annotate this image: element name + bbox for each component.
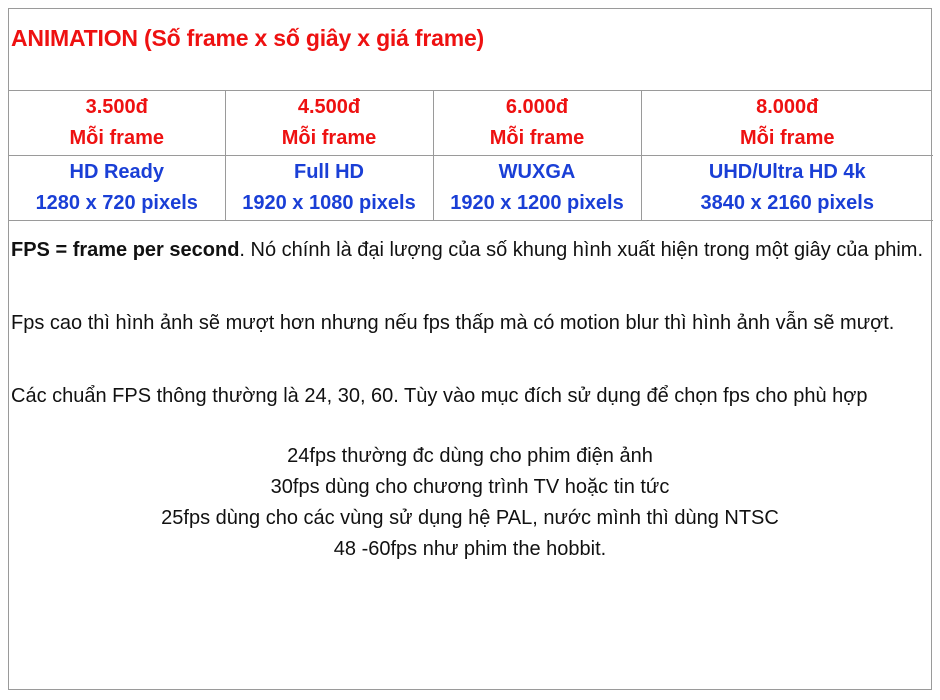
resolution-row (9, 156, 933, 221)
animation-pricing-sheet (8, 8, 932, 690)
fps-usage-item: 25fps dùng cho các vùng sử dụng hệ PAL, nước mình thì dùng NTSC (161, 507, 779, 529)
resolution-pixels: 3840 x 2160 pixels (700, 192, 874, 214)
price-cell-full-hd (225, 91, 433, 156)
price-cell-wuxga (433, 91, 641, 156)
motion-blur-paragraph: Fps cao thì hình ảnh sẽ mượt hơn nhưng nếu fps thấp mà có motion blur thì hình ảnh vẫn sẽ mượt. (11, 312, 895, 334)
price-cell-hd-ready (9, 91, 225, 156)
page-title: ANIMATION (Số frame x số giây x giá frame) (11, 25, 485, 51)
fps-usage-item: 30fps dùng cho chương trình TV hoặc tin tức (270, 476, 670, 498)
resolution-pixels: 1280 x 720 pixels (35, 192, 198, 214)
notes-section (9, 221, 931, 565)
price-value: 4.500đ (297, 96, 361, 118)
resolution-name: Full HD (294, 161, 364, 183)
fps-usage-list (11, 441, 929, 565)
price-unit: Mỗi frame (281, 127, 377, 149)
fps-usage-item: 24fps thường đc dùng cho phim điện ảnh (287, 445, 653, 467)
resolution-name: UHD/Ultra HD 4k (708, 161, 866, 183)
price-value: 8.000đ (756, 96, 819, 118)
resolution-cell-hd-ready (9, 156, 225, 221)
fps-standards-paragraph: Các chuẩn FPS thông thường là 24, 30, 60. Tùy vào mục đích sử dụng để chọn fps cho phù hợp (11, 385, 868, 407)
fps-definition-paragraph (11, 233, 929, 267)
resolution-pixels: 1920 x 1200 pixels (450, 192, 624, 214)
resolution-name: WUXGA (498, 161, 576, 183)
title-row (9, 9, 931, 91)
resolution-pixels: 1920 x 1080 pixels (242, 192, 416, 214)
fps-term: FPS = frame per second (11, 239, 240, 261)
fps-definition-text: . Nó chính là đại lượng của số khung hình xuất hiện trong một giây của phim. (239, 239, 923, 261)
price-value: 6.000đ (505, 96, 569, 118)
fps-usage-item: 48 -60fps như phim the hobbit. (333, 538, 607, 560)
resolution-cell-wuxga (433, 156, 641, 221)
price-unit: Mỗi frame (69, 127, 164, 149)
resolution-name: HD Ready (69, 161, 164, 183)
resolution-cell-full-hd (225, 156, 433, 221)
pricing-table (9, 91, 933, 221)
price-row (9, 91, 933, 156)
price-cell-uhd (641, 91, 933, 156)
price-value: 3.500đ (85, 96, 148, 118)
price-unit: Mỗi frame (740, 127, 835, 149)
resolution-cell-uhd (641, 156, 933, 221)
price-unit: Mỗi frame (489, 127, 585, 149)
